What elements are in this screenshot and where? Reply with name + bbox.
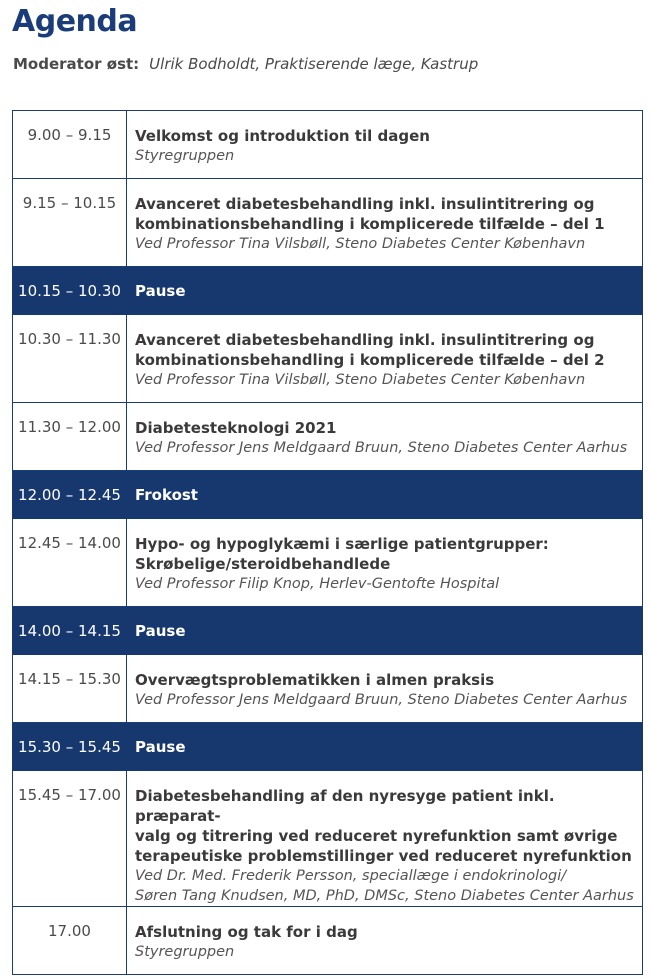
agenda-time: 15.45 – 17.00 [13, 771, 127, 907]
session-title-line: Hypo- og hypoglykæmi i særlige patientgrupper: [135, 535, 549, 553]
break-label: Frokost [135, 485, 198, 504]
agenda-content [127, 607, 643, 655]
session-title-line: Diabetesbehandling af den nyresyge patient inkl. præparat- [135, 787, 555, 825]
agenda-content [127, 179, 643, 267]
agenda-content [127, 771, 643, 907]
agenda-content [127, 723, 643, 771]
agenda-body [13, 111, 643, 975]
agenda-content [127, 655, 643, 723]
session-title-line: terapeutiske problemstillinger ved reduceret nyrefunktion [135, 847, 632, 865]
agenda-break-row [13, 607, 643, 655]
agenda-content [127, 111, 643, 179]
agenda-content [127, 471, 643, 519]
break-label: Pause [135, 737, 186, 756]
agenda-break-row [13, 723, 643, 771]
agenda-table [12, 110, 643, 975]
session-title-line: Avanceret diabetesbehandling inkl. insulintitrering og [135, 195, 595, 213]
agenda-content [127, 519, 643, 607]
agenda-content [127, 315, 643, 403]
moderator-line [13, 55, 478, 73]
session-speaker-line: Ved Professor Filip Knop, Herlev-Gentofte Hospital [135, 576, 500, 592]
session-title-line: kombinationsbehandling i komplicerede tilfælde – del 2 [135, 351, 605, 369]
session-speaker-line: Ved Professor Tina Vilsbøll, Steno Diabetes Center København [135, 372, 586, 388]
agenda-row [13, 111, 643, 179]
session-title-line: Overvægtsproblematikken i almen praksis [135, 671, 495, 689]
agenda-time: 14.15 – 15.30 [13, 655, 127, 723]
session-title-line: Skrøbelige/steroidbehandlede [135, 555, 391, 573]
moderator-name: Ulrik Bodholdt, Praktiserende læge, Kastrup [149, 55, 479, 73]
session-title-line: Afslutning og tak for i dag [135, 923, 358, 941]
agenda-time: 11.30 – 12.00 [13, 403, 127, 471]
agenda-row [13, 179, 643, 267]
agenda-time: 12.45 – 14.00 [13, 519, 127, 607]
agenda-time: 9.15 – 10.15 [13, 179, 127, 267]
session-title-line: Diabetesteknologi 2021 [135, 419, 337, 437]
session-speaker-line: Ved Professor Jens Meldgaard Bruun, Steno Diabetes Center Aarhus [135, 692, 628, 708]
agenda-time: 12.00 – 12.45 [13, 471, 127, 519]
agenda-row [13, 403, 643, 471]
session-title-line: valg og titrering ved reduceret nyrefunktion samt øvrige [135, 827, 618, 845]
session-speaker-line: Ved Dr. Med. Frederik Persson, speciallæge i endokrinologi/ [135, 868, 567, 884]
agenda-row [13, 655, 643, 723]
session-speaker-line: Ved Professor Tina Vilsbøll, Steno Diabetes Center København [135, 236, 586, 252]
agenda-content [127, 267, 643, 315]
agenda-row [13, 519, 643, 607]
agenda-time: 17.00 [13, 907, 127, 975]
session-speaker-line: Ved Professor Jens Meldgaard Bruun, Steno Diabetes Center Aarhus [135, 440, 628, 456]
session-title-line: kombinationsbehandling i komplicerede tilfælde – del 1 [135, 215, 605, 233]
agenda-break-row [13, 267, 643, 315]
page-title: Agenda [12, 4, 138, 39]
break-label: Pause [135, 621, 186, 640]
session-speaker-line: Styregruppen [135, 944, 235, 960]
agenda-row [13, 771, 643, 907]
session-title-line: Avanceret diabetesbehandling inkl. insulintitrering og [135, 331, 595, 349]
session-speaker-line: Søren Tang Knudsen, MD, PhD, DMSc, Steno Diabetes Center Aarhus [135, 888, 634, 904]
agenda-row [13, 907, 643, 975]
agenda-time: 15.30 – 15.45 [13, 723, 127, 771]
session-title-line: Velkomst og introduktion til dagen [135, 127, 430, 145]
agenda-time: 9.00 – 9.15 [13, 111, 127, 179]
agenda-row [13, 315, 643, 403]
moderator-label: Moderator øst: [13, 55, 140, 73]
agenda-time: 14.00 – 14.15 [13, 607, 127, 655]
agenda-time: 10.15 – 10.30 [13, 267, 127, 315]
agenda-content [127, 907, 643, 975]
break-label: Pause [135, 281, 186, 300]
agenda-time: 10.30 – 11.30 [13, 315, 127, 403]
agenda-content [127, 403, 643, 471]
agenda-break-row [13, 471, 643, 519]
session-speaker-line: Styregruppen [135, 148, 235, 164]
